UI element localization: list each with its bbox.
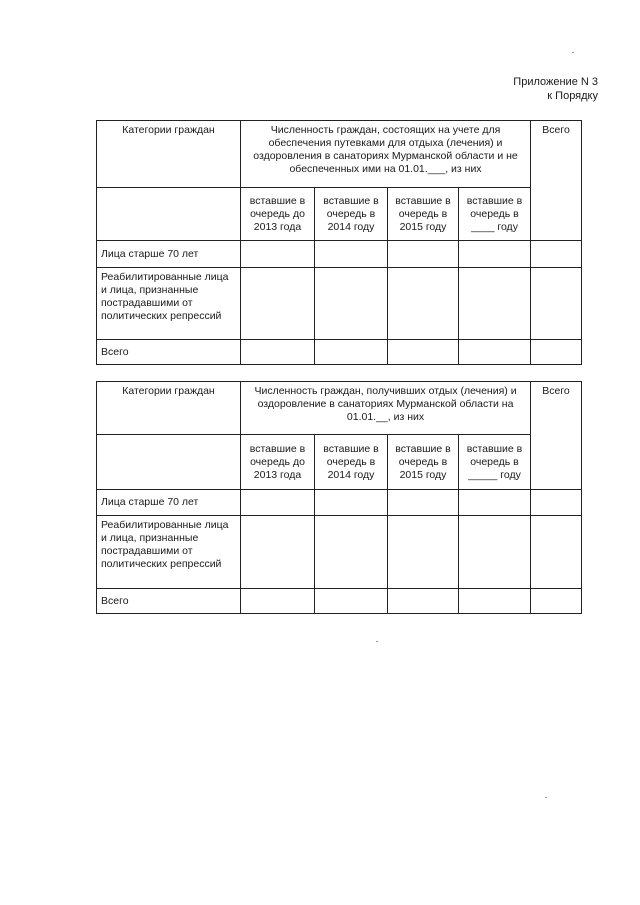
scan-speck (376, 641, 378, 642)
table-row (97, 340, 582, 365)
queue-table (96, 120, 582, 365)
appendix-reference: к Порядку (547, 90, 598, 102)
subcol-header: вставшие в очередь в ____ году (459, 188, 531, 241)
data-cell (241, 589, 315, 614)
data-cell (459, 516, 531, 589)
data-cell (459, 340, 531, 365)
scan-speck (545, 797, 547, 798)
data-cell (388, 340, 459, 365)
document-header (513, 75, 598, 103)
data-cell (315, 268, 388, 340)
data-cell (388, 268, 459, 340)
empty-cell (97, 435, 241, 490)
data-cell (388, 490, 459, 516)
row-label: Реабилитированные лица и лица, признанные пострадавшими от политических репрессий (97, 268, 241, 340)
data-cell (241, 490, 315, 516)
data-cell (241, 340, 315, 365)
data-cell (531, 589, 582, 614)
subcol-header: вставшие в очередь в 2015 году (388, 435, 459, 490)
subcol-header: вставшие в очередь до 2013 года (241, 435, 315, 490)
table-header-row (97, 382, 582, 435)
group-header: Численность граждан, получивших отдых (лечения) и оздоровление в санаториях Мурманской области на 01.01.__, из них (241, 382, 531, 435)
data-cell (315, 241, 388, 268)
table-row (97, 241, 582, 268)
data-cell (459, 268, 531, 340)
data-cell (241, 516, 315, 589)
category-header: Категории граждан (97, 382, 241, 435)
received-table (96, 381, 582, 614)
total-header: Всего (531, 121, 582, 241)
subheader-row (97, 188, 582, 241)
table-row (97, 268, 582, 340)
subcol-header: вставшие в очередь до 2013 года (241, 188, 315, 241)
table-row (97, 490, 582, 516)
data-cell (459, 589, 531, 614)
data-cell (388, 516, 459, 589)
data-cell (315, 340, 388, 365)
data-cell (388, 241, 459, 268)
group-header: Численность граждан, состоящих на учете для обеспечения путевками для отдыха (лечения) и оздоровления в санаториях Мурманской области и не обеспеченных ими на 01.01.___, из них (241, 121, 531, 188)
subheader-row (97, 435, 582, 490)
data-cell (531, 268, 582, 340)
data-cell (531, 241, 582, 268)
table-header-row (97, 121, 582, 188)
data-cell (531, 340, 582, 365)
data-cell (315, 589, 388, 614)
data-cell (241, 241, 315, 268)
row-label: Всего (97, 589, 241, 614)
data-cell (315, 490, 388, 516)
subcol-header: вставшие в очередь в 2014 году (315, 188, 388, 241)
row-label: Всего (97, 340, 241, 365)
data-cell (459, 490, 531, 516)
data-cell (388, 589, 459, 614)
appendix-number: Приложение N 3 (513, 76, 598, 88)
subcol-header: вставшие в очередь в 2014 году (315, 435, 388, 490)
data-cell (459, 241, 531, 268)
empty-cell (97, 188, 241, 241)
table-row (97, 516, 582, 589)
table-row (97, 589, 582, 614)
total-header: Всего (531, 382, 582, 490)
subcol-header: вставшие в очередь в _____ году (459, 435, 531, 490)
row-label: Лица старше 70 лет (97, 241, 241, 268)
data-cell (315, 516, 388, 589)
data-cell (531, 490, 582, 516)
row-label: Лица старше 70 лет (97, 490, 241, 516)
subcol-header: вставшие в очередь в 2015 году (388, 188, 459, 241)
scan-speck (572, 52, 574, 53)
data-cell (241, 268, 315, 340)
category-header: Категории граждан (97, 121, 241, 188)
data-cell (531, 516, 582, 589)
row-label: Реабилитированные лица и лица, признанные пострадавшими от политических репрессий (97, 516, 241, 589)
